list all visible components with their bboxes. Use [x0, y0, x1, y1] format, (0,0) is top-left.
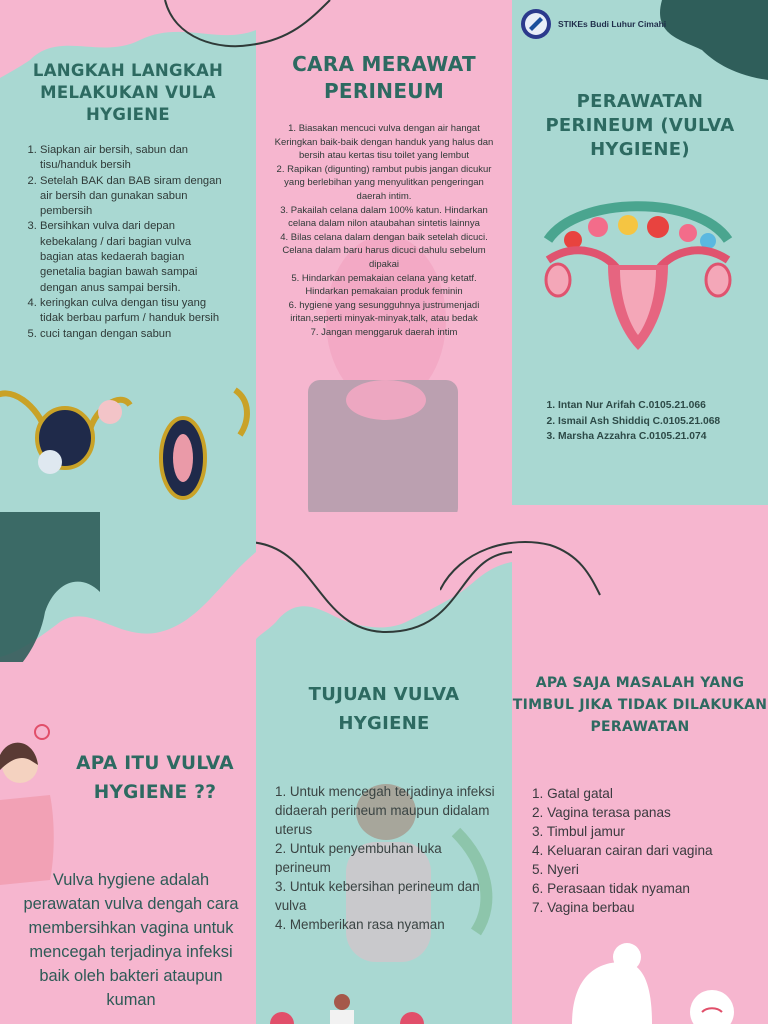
list-item: 7. Vagina berbau [532, 900, 635, 915]
uterus-illustration-icon [0, 380, 256, 512]
list-item: 7. Jangan menggaruk daerah intim [310, 326, 458, 338]
list-item: 5. Hindarkan pemakaian celana yang ketatf. Hindarkan pemakaian produk feminin [291, 272, 477, 298]
list-item: 1. Gatal gatal [532, 786, 613, 801]
author-item: 3. Marsha Azzahra C.0105.21.074 [558, 429, 764, 445]
apa-itu-description: Vulva hygiene adalah perawatan vulva dengah cara membersihkan vagina untuk mencegah terjadinya infeksi baik oleh bakteri ataupun kuman [23, 871, 239, 1009]
masalah-items [532, 784, 762, 917]
institution-name: STIKEs Budi Luhur Cimahi [558, 19, 667, 29]
masalah-title: APA SAJA MASALAH YANG TIMBUL JIKA TIDAK DILAKUKAN PERAWATAN [512, 675, 768, 735]
institution-logo-icon [520, 8, 552, 40]
list-item: 5. cuci tangan dengan sabun [40, 327, 226, 342]
apa-itu-title: APA ITU VULVA HYGIENE ?? [76, 753, 234, 803]
panel-cara [256, 0, 512, 512]
list-item: 5. Nyeri [532, 862, 579, 877]
list-item: 2. Untuk penyembuhan luka perineum [275, 841, 442, 875]
list-item: 1. Biasakan mencuci vulva dengan air hangat Keringkan baik-baik dengan handuk yang halus dan bersih atau kertas tisu toilet yang lembut [274, 123, 494, 162]
list-item: 3. Timbul jamur [532, 824, 625, 839]
langkah-steps [26, 143, 226, 342]
decorative-curve-middle [440, 520, 620, 600]
uterus-flower-illustration-icon [538, 185, 738, 355]
panel-apa-itu [0, 512, 256, 1024]
tujuan-items [275, 782, 497, 934]
doctor-illustration-icon [264, 990, 434, 1024]
sad-figures-illustration-icon [552, 942, 762, 1024]
cara-steps [272, 122, 496, 340]
list-item: 1. Untuk mencegah terjadinya infeksi didaerah perineum maupun didalam uterus [275, 784, 495, 837]
panel-langkah [0, 0, 256, 512]
cara-title: CARA MERAWAT PERINEUM [292, 52, 476, 103]
tujuan-title: TUJUAN VULVA HYGIENE [308, 684, 460, 734]
decorative-dark-blob [652, 0, 768, 80]
thinking-woman-illustration-icon [0, 720, 60, 890]
list-item: 2. Vagina terasa panas [532, 805, 671, 820]
list-item: 4. Keluaran cairan dari vagina [532, 843, 713, 858]
list-item: 3. Pakailah celana dalam 100% katun. Hindarkan celana dalam nilon ataubahan sintetis lainnya [280, 204, 488, 230]
decorative-teal-blob [0, 512, 256, 662]
list-item: 6. Perasaan tidak nyaman [532, 881, 690, 896]
author-item: 2. Ismail Ash Shiddiq C.0105.21.068 [558, 414, 764, 430]
list-item: 4. keringkan culva dengan tisu yang tidak berbau parfum / handuk bersih [40, 296, 226, 327]
decorative-pink-cloud [512, 505, 768, 512]
list-item: 2. Rapikan (digunting) rambut pubis jangan dicukur yang berlebihan yang menyulitkan pengeringan daerah intim. [276, 163, 492, 202]
author-list [544, 398, 764, 445]
institution-badge [520, 8, 666, 40]
cover-title: PERAWATAN PERINEUM (VULVA HYGIENE) [545, 91, 735, 160]
decorative-curve-top [160, 0, 340, 60]
list-item: 6. hygiene yang sesungguhnya justrumenjadi iritan,seperti minyak-minyak,talk, atau bedak [288, 299, 480, 325]
list-item: 4. Memberikan rasa nyaman [275, 917, 445, 932]
list-item: 3. Untuk kebersihan perineum dan vulva [275, 879, 480, 913]
author-item: 1. Intan Nur Arifah C.0105.21.066 [558, 398, 764, 414]
list-item: 3. Bersihkan vulva dari depan kebekalang / dari bagian vulva bagian atas kedaerah bagian genetalia bagian bawah sampai dengan anus sampai bersih. [40, 219, 226, 295]
list-item: 4. Bilas celana dalam dengan baik setelah dicuci. Celana dalam baru harus dicuci dahulu sebelum dipakai [280, 231, 488, 270]
panel-cover [512, 0, 768, 512]
langkah-title: LANGKAH LANGKAH MELAKUKAN VULA HYGIENE [32, 61, 224, 124]
list-item: 2. Setelah BAK dan BAB siram dengan air bersih dan gunakan sabun pembersih [40, 174, 226, 220]
list-item: 1. Siapkan air bersih, sabun dan tisu/handuk bersih [40, 143, 226, 174]
